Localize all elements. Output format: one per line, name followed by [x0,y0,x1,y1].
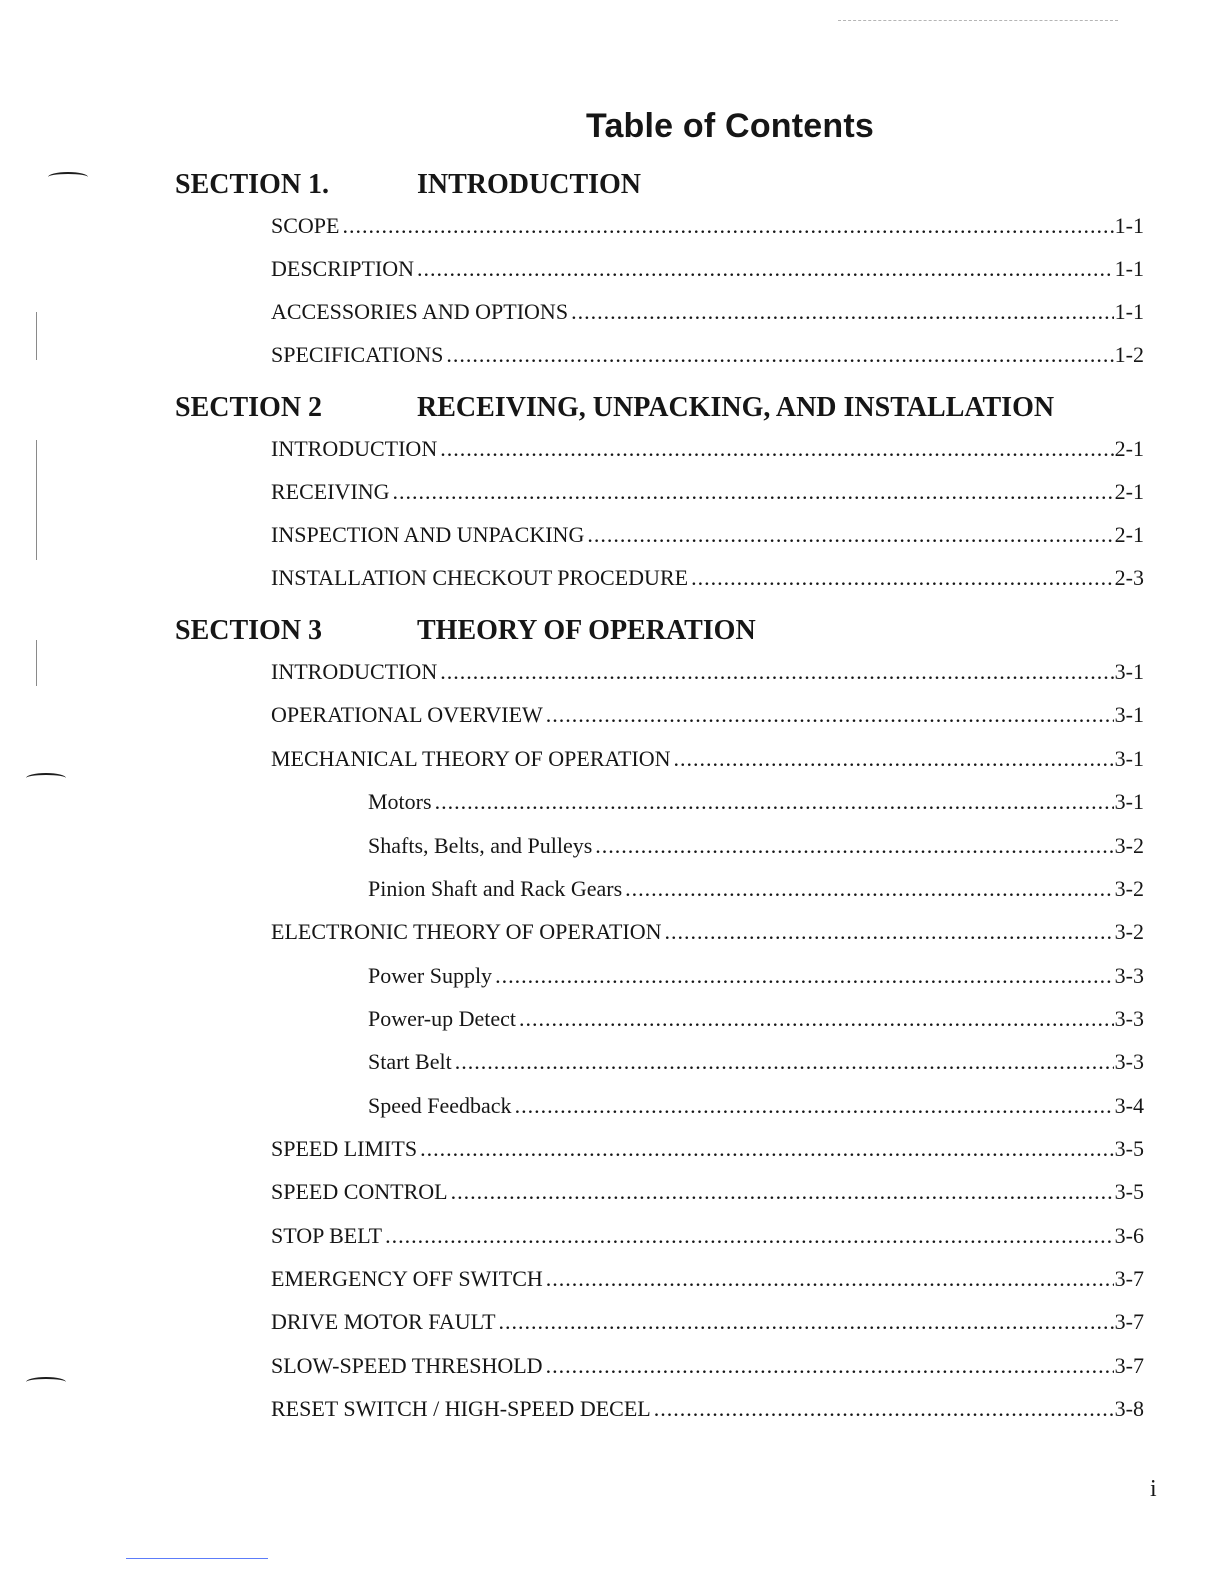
toc-entry-page: 3-7 [1114,1266,1144,1291]
toc-entry[interactable] [271,657,1144,687]
toc-entry-label: SCOPE [271,213,340,238]
toc-entry-label: RECEIVING [271,479,390,504]
toc-subentry[interactable] [368,1091,1144,1121]
toc-subentry[interactable] [368,831,1144,861]
toc-entry-label: SPECIFICATIONS [271,342,444,367]
scan-mark [26,1377,66,1387]
section-title: RECEIVING, UNPACKING, AND INSTALLATION [417,392,1055,423]
dot-leader [385,1221,1114,1251]
toc-entry-label: INTRODUCTION [271,436,438,461]
toc-entry-label: Pinion Shaft and Rack Gears [368,876,623,901]
toc-entry-label: OPERATIONAL OVERVIEW [271,702,543,727]
dot-leader [546,1351,1114,1381]
toc-entry-page: 3-3 [1114,1006,1144,1031]
toc-entry-page: 3-1 [1114,659,1144,684]
dot-leader [342,211,1113,241]
toc-subentry[interactable] [368,874,1144,904]
toc-entry[interactable] [271,1394,1144,1424]
toc-entry[interactable] [271,1177,1144,1207]
toc-entry-label: ELECTRONIC THEORY OF OPERATION [271,919,662,944]
dot-leader [440,434,1113,464]
toc-entry-page: 1-1 [1114,213,1144,238]
toc-entry-page: 3-5 [1114,1136,1144,1161]
toc-entry-label: EMERGENCY OFF SWITCH [271,1266,543,1291]
toc-entry-page: 3-1 [1114,789,1144,814]
toc-entry-label: Power-up Detect [368,1006,517,1031]
toc-entry[interactable] [271,1264,1144,1294]
toc-entry-label: INTRODUCTION [271,659,438,684]
toc-entry[interactable] [271,563,1144,593]
dot-leader [691,563,1114,593]
toc-entry[interactable] [271,297,1144,327]
dot-leader [571,297,1114,327]
dot-leader [515,1091,1114,1121]
toc-entry[interactable] [271,434,1144,464]
dot-leader [417,254,1114,284]
toc-entry[interactable] [271,917,1144,947]
dot-leader [654,1394,1114,1424]
toc-entry-page: 3-6 [1114,1223,1144,1248]
dot-leader [455,1047,1114,1077]
toc-entry-label: RESET SWITCH / HIGH-SPEED DECEL [271,1396,651,1421]
toc-entry[interactable] [271,1351,1144,1381]
dot-leader [587,520,1113,550]
toc-entry-page: 1-1 [1114,299,1144,324]
toc-entry-label: SPEED LIMITS [271,1136,418,1161]
toc-entry-label: INSPECTION AND UNPACKING [271,522,585,547]
dot-leader [440,657,1113,687]
toc-entry[interactable] [271,744,1144,774]
toc-entry[interactable] [271,1134,1144,1164]
scan-mark [26,773,66,783]
scan-mark [48,172,88,182]
toc-entry-page: 2-1 [1114,479,1144,504]
toc-subentry[interactable] [368,1004,1144,1034]
toc-entry-label: DRIVE MOTOR FAULT [271,1309,496,1334]
section-heading [175,390,1155,426]
toc-entry-page: 1-2 [1114,342,1144,367]
toc-entry-label: ACCESSORIES AND OPTIONS [271,299,569,324]
toc-subentry[interactable] [368,787,1144,817]
toc-entry-page: 3-1 [1114,746,1144,771]
dot-leader [595,831,1113,861]
toc-entry[interactable] [271,1221,1144,1251]
toc-entry-label: SLOW-SPEED THRESHOLD [271,1353,543,1378]
dot-leader [451,1177,1114,1207]
toc-entry-label: DESCRIPTION [271,256,415,281]
dot-leader [495,961,1114,991]
toc-entry-page: 3-2 [1114,919,1144,944]
toc-entry[interactable] [271,1307,1144,1337]
scan-top-noise [838,20,1118,22]
toc-entry-label: Start Belt [368,1049,452,1074]
toc-entry-page: 3-8 [1114,1396,1144,1421]
dot-leader [546,700,1114,730]
toc-entry-label: Speed Feedback [368,1093,512,1118]
toc-entry[interactable] [271,254,1144,284]
toc-entry-page: 3-2 [1114,833,1144,858]
dot-leader [435,787,1114,817]
toc-entry-page: 3-4 [1114,1093,1144,1118]
toc-entry-page: 3-7 [1114,1309,1144,1334]
section-title: THEORY OF OPERATION [417,615,756,646]
toc-entry[interactable] [271,211,1144,241]
section-title: INTRODUCTION [417,169,642,200]
scan-edge-line [36,312,37,360]
toc-entry-label: SPEED CONTROL [271,1179,448,1204]
page-title: Table of Contents [586,107,874,145]
scan-edge-line [36,640,37,686]
toc-entry-page: 3-1 [1114,702,1144,727]
toc-entry-page: 2-1 [1114,436,1144,461]
toc-entry-page: 3-2 [1114,876,1144,901]
toc-entry-page: 1-1 [1114,256,1144,281]
section-number: SECTION 3 [175,615,323,646]
dot-leader [665,917,1114,947]
scan-bottom-line [126,1558,268,1559]
toc-entry[interactable] [271,340,1144,370]
toc-entry-page: 3-7 [1114,1353,1144,1378]
dot-leader [446,340,1113,370]
dot-leader [673,744,1113,774]
section-heading [175,167,1155,203]
dot-leader [546,1264,1114,1294]
toc-entry-label: STOP BELT [271,1223,383,1248]
dot-leader [519,1004,1114,1034]
toc-entry-page: 3-3 [1114,1049,1144,1074]
toc-entry-label: MECHANICAL THEORY OF OPERATION [271,746,671,771]
section-heading [175,613,1155,649]
scan-edge-line [36,440,37,560]
dot-leader [420,1134,1114,1164]
toc-subentry[interactable] [368,961,1144,991]
toc-entry[interactable] [271,700,1144,730]
dot-leader [499,1307,1114,1337]
toc-entry-label: Shafts, Belts, and Pulleys [368,833,593,858]
section-number: SECTION 1. [175,169,330,200]
dot-leader [393,477,1114,507]
toc-entry-page: 3-5 [1114,1179,1144,1204]
toc-entry-page: 3-3 [1114,963,1144,988]
toc-entry-page: 2-1 [1114,522,1144,547]
toc-subentry[interactable] [368,1047,1144,1077]
page-number: i [1150,1476,1157,1502]
toc-entry-page: 2-3 [1114,565,1144,590]
dot-leader [625,874,1114,904]
section-number: SECTION 2 [175,392,323,423]
toc-entry-label: INSTALLATION CHECKOUT PROCEDURE [271,565,689,590]
toc-entry[interactable] [271,477,1144,507]
toc-entry-label: Motors [368,789,432,814]
toc-entry[interactable] [271,520,1144,550]
toc-entry-label: Power Supply [368,963,493,988]
